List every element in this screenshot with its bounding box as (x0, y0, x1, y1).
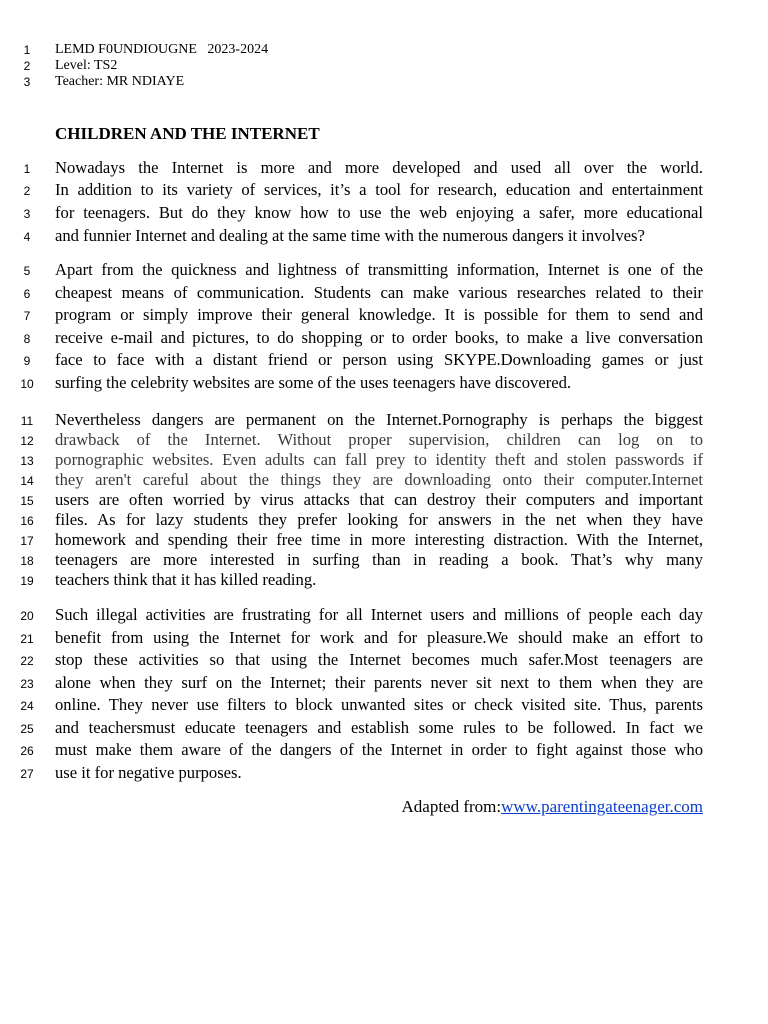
text-line: Nowadays the Internet is more and more developed and used all over the world. (55, 158, 703, 177)
text-line: alone when they surf on the Internet; their parents never sit next to them when they are (55, 673, 703, 692)
text-line: face to face with a distant friend or person using SKYPE.Downloading games or just (55, 350, 703, 369)
text-line: receive e-mail and pictures, to do shopping or to order books, to make a live conversation (55, 328, 703, 347)
line-number: 22 (20, 654, 34, 668)
line-number: 11 (20, 414, 34, 428)
text-line: pornographic websites. Even adults can fall prey to identity theft and stolen passwords if (55, 450, 703, 469)
text-line: Nevertheless dangers are permanent on the Internet.Pornography is perhaps the biggest (55, 410, 703, 429)
text-line: online. They never use filters to block unwanted sites or check visited site. Thus, parents (55, 695, 703, 714)
header-line-number: 3 (23, 75, 31, 89)
source-link[interactable]: www.parentingateenager.com (501, 797, 703, 816)
text-line: and teachersmust educate teenagers and establish some rules to be followed. In fact we (55, 718, 703, 737)
source-label: Adapted from: (401, 797, 502, 816)
line-number: 18 (20, 554, 34, 568)
line-number: 14 (20, 474, 34, 488)
text-line: stop these activities so that using the Internet becomes much safer.Most teenagers are (55, 650, 703, 669)
text-line: they aren't careful about the things they are downloading onto their computer.Internet (55, 470, 703, 489)
line-number: 13 (20, 454, 34, 468)
header-line-number: 2 (23, 59, 31, 73)
line-number: 5 (23, 264, 31, 278)
line-number: 1 (23, 162, 31, 176)
line-number: 23 (20, 677, 34, 691)
line-number: 27 (20, 767, 34, 781)
line-number: 19 (20, 574, 34, 588)
teacher-name: Teacher: MR NDIAYE (55, 74, 185, 89)
line-number: 16 (20, 514, 34, 528)
school-name: LEMD F0UNDIOUGNE 2023-2024 (55, 42, 269, 57)
text-line: users are often worried by virus attacks that can destroy their computers and important (55, 490, 703, 509)
text-line: drawback of the Internet. Without proper supervision, children can log on to (55, 430, 703, 449)
text-line: Such illegal activities are frustrating for all Internet users and millions of people each day (55, 605, 703, 624)
line-number: 4 (23, 230, 31, 244)
text-line: In addition to its variety of services, it’s a tool for research, education and entertainment (55, 180, 703, 199)
line-number: 21 (20, 632, 34, 646)
line-number: 7 (23, 309, 31, 323)
line-number: 2 (23, 184, 31, 198)
text-line: teenagers are more interested in surfing than in reading a book. That’s why many (55, 550, 703, 569)
class-level: Level: TS2 (55, 58, 118, 73)
line-number: 15 (20, 494, 34, 508)
line-number: 6 (23, 287, 31, 301)
text-line: benefit from using the Internet for work and for pleasure.We should make an effort to (55, 628, 703, 647)
text-line: and funnier Internet and dealing at the same time with the numerous dangers it involves? (55, 226, 645, 245)
text-line: Apart from the quickness and lightness of transmitting information, Internet is one of the (55, 260, 703, 279)
line-number: 17 (20, 534, 34, 548)
line-number: 20 (20, 609, 34, 623)
text-line: program or simply improve their general knowledge. It is possible for them to send and (55, 305, 703, 324)
line-number: 3 (23, 207, 31, 221)
line-number: 24 (20, 699, 34, 713)
line-number: 8 (23, 332, 31, 346)
document-title: CHILDREN AND THE INTERNET (55, 124, 320, 143)
line-number: 25 (20, 722, 34, 736)
line-number: 26 (20, 744, 34, 758)
text-line: homework and spending their free time in more interesting distraction. With the Internet, (55, 530, 703, 549)
text-line: cheapest means of communication. Students can make various researches related to their (55, 283, 703, 302)
text-line: for teenagers. But do they know how to use the web enjoying a safer, more educational (55, 203, 703, 222)
line-number: 10 (20, 377, 34, 391)
text-line: teachers think that it has killed reading. (55, 570, 317, 589)
line-number: 9 (23, 354, 31, 368)
header-line-number: 1 (23, 43, 31, 57)
text-line: use it for negative purposes. (55, 763, 242, 782)
text-line: must make them aware of the dangers of the Internet in order to fight against those who (55, 740, 703, 759)
text-line: files. As for lazy students they prefer looking for answers in the net when they have (55, 510, 703, 529)
text-line: surfing the celebrity websites are some of the uses teenagers have discovered. (55, 373, 572, 392)
line-number: 12 (20, 434, 34, 448)
source-attribution (402, 797, 703, 817)
